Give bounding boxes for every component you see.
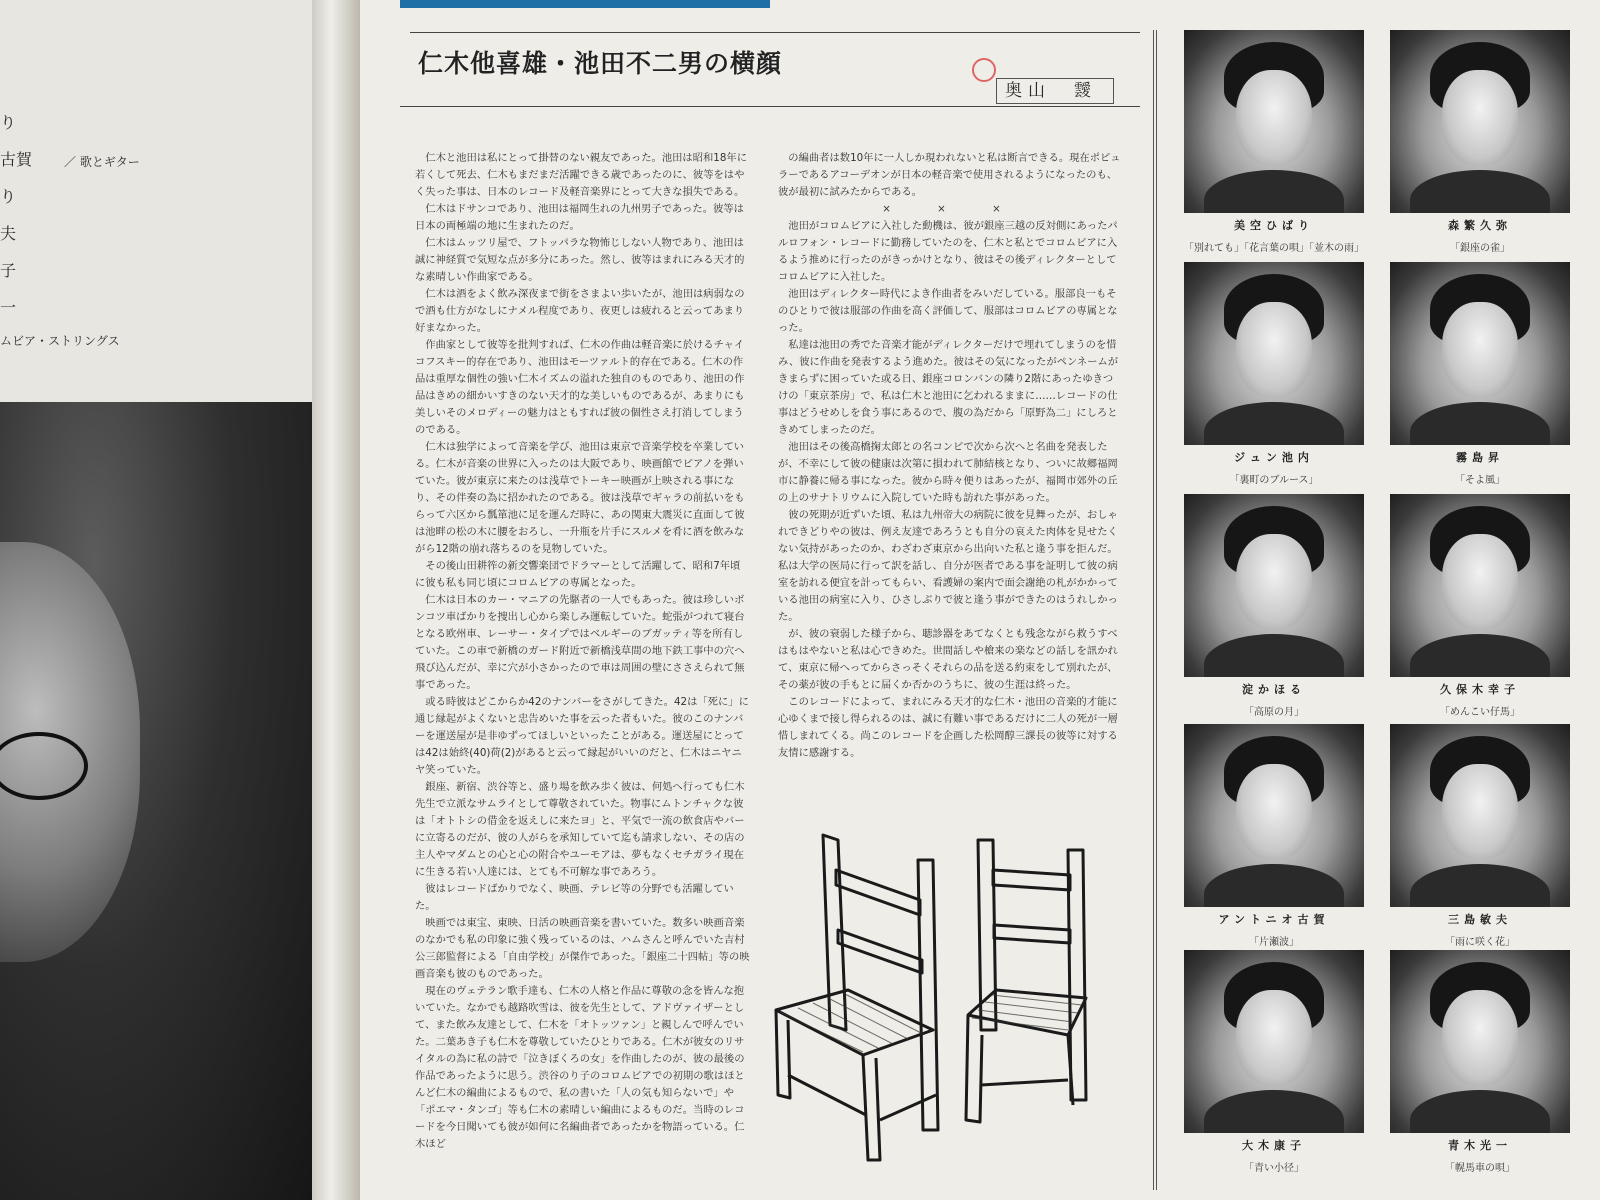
singer-card [1390,262,1570,486]
singer-card [1184,494,1364,718]
singer-song: 「幌馬車の唄」 [1445,1163,1515,1174]
track-row-text: り [0,187,17,206]
singer-photo [1390,724,1570,907]
article-column-2 [778,150,1123,800]
singer-photo [1390,494,1570,677]
left-page [0,0,312,1200]
singer-song: 「片瀬波」 [1249,937,1299,948]
singer-name: 青木光一 [1448,1139,1512,1152]
track-row [0,147,312,184]
paragraph: 仁木は酒をよく飲み深夜まで街をさまよい歩いたが、池田は病弱なので酒も仕方がなしにナメル程度であり、夜更しは疲れると云ってあまり好まなかった。 [415,288,745,334]
chairs-illustration [768,830,1108,1170]
track-row [0,258,312,295]
paragraph: 現在のヴェテラン歌手達も、仁木の人格と作品に尊敬の念を皆んな抱いていた。なかでも越路吹雪は、彼を先生として、アドヴァイザーとして、また飲み友達として、仁木を「オトッツァン」と親しんで呼んでいた。二葉あき子も仁木を尊敬していたひとりである。仁木が彼女のリサイタルの為に私の詩で「泣きぼくろの女」を作曲したのが、彼の最後の作品であったように思う。渋谷のり子のコロムビアでの初期の歌はほとんど仁木の編曲によるもので、私の書いた「人の気も知らないで」や「ポエマ・タンゴ」等も仁木の素晴しい編曲によるものだ。当時のレコードを今日聞いても彼が如何に名編曲者であったかを物語っている。仁木ほど [415,985,745,1150]
paragraph: このレコードによって、まれにみる天才的な仁木・池田の音楽的才能に心ゆくまで接し得られるのは、誠に有難い事であるだけに二人の死が一層惜しまれてくる。尚このレコードを企画した松岡醇三課長の彼等に対する友情に感謝する。 [778,696,1118,759]
track-row [0,184,312,221]
paragraph: の編曲者は数10年に一人しか現われないと私は断言できる。現在ポピュラーであるアコーデオンが日本の軽音楽で使用されるようになったのも、彼が最初に試みたからである。 [778,152,1121,198]
paragraph: 作曲家として彼等を批判すれば、仁木の作曲は軽音楽に於けるチャイコフスキー的存在であり、池田はモーツァルト的存在である。仁木の作品は重厚な個性の強い仁木イズムの溢れた独自のものであり、池田の作品はきめの細かいすきのない天才的な美しいものであるが、あまりにも美しいそのメロディーの魅力はともすれば彼の個性さえ打消してしまうのである。 [415,339,745,436]
column-divider [1153,30,1154,1190]
paragraph: 池田はディレクター時代によき作曲者をみいだしている。服部良一もそのひとりで彼は服部の作曲を高く評価して、服部はコロムビアの専属となった。 [778,288,1118,334]
singer-name: 久保木幸子 [1440,683,1520,696]
paragraph: 仁木はドサンコであり、池田は福岡生れの九州男子であった。彼等は日本の両極端の地に生まれたのだ。 [415,203,744,232]
paragraph: 仁木と池田は私にとって掛替のない親友であった。池田は昭和18年に若くして死去、仁木もまだまだ活躍できる歳であったのに、彼等をはやく失った事は、日本のレコード及軽音楽界にとって大きな損失である。 [415,152,747,198]
singer-name: ジュン池内 [1234,451,1314,464]
track-row [0,221,312,258]
singer-song: 「別れても」「花言葉の唄」「並木の雨」 [1184,243,1364,254]
singer-photo [1184,724,1364,907]
article-column-1 [415,150,750,1190]
singer-photo [1184,30,1364,213]
stamp-circle-icon [972,58,996,82]
article-author: 奥山 靉 [996,78,1114,104]
column-divider [1156,30,1157,1190]
liner-notes-page [360,0,1600,1200]
singer-photo [1184,262,1364,445]
title-rule-top [410,32,1140,33]
singer-photo [1184,950,1364,1133]
singer-song: 「銀座の雀」 [1450,243,1510,254]
track-row-subtitle: ／ 歌とギター [64,155,140,169]
singer-card [1390,950,1570,1174]
track-row [0,332,312,369]
singer-song: 「雨に咲く花」 [1445,937,1515,948]
track-row-text: 夫 [0,224,17,243]
track-row [0,110,312,147]
paragraph: が、彼の衰弱した様子から、聴診器をあてなくとも残念ながら救うすべはもはやないと私は心できめた。世間話しや槍来の楽などの話しを訊かれて、東京に帰へってからさっそくそれらの品を送る約束をして別れたが、その薬が彼の手もとに届くか否かのうちに、彼の生涯は終った。 [778,628,1118,691]
track-list [0,110,312,369]
singer-name: 淀かほる [1242,683,1306,696]
singer-name: アントニオ古賀 [1218,913,1330,926]
singer-name: 大木康子 [1242,1139,1306,1152]
paragraph: 私達は池田の秀でた音楽才能がディレクターだけで埋れてしまうのを惜み、彼に作曲を発表するよう進めた。彼はその気になったがペンネームがきまらずに困っていた或る日、銀座コロンバンの隣り2階にあったゆきつけの「東京茶房」で、私は仁木と池田に乞われるままに……レコードの仕事はどうせめしを食う事にあるので、腹の為だから「原野為二」にしろときめてしまったのだ。 [778,339,1119,436]
singer-photo [1184,494,1364,677]
track-row-text: ムビア・ストリングス [0,334,120,348]
track-row-text: 子 [0,261,17,280]
paragraph: 彼はレコードばかりでなく、映画、テレビ等の分野でも活躍していた。 [415,883,734,912]
singer-song: 「青い小径」 [1244,1163,1304,1174]
singer-photo [1390,950,1570,1133]
track-row [0,295,312,332]
track-row-text: 一 [0,298,17,317]
title-rule-bottom [400,106,1140,107]
paragraph: 仁木はムッツリ屋で、フトッパラな物怖じしない人物であり、池田は誠に神経質で気短な点が多分にあった。然し、彼等はまれにみる天才的な素晴しい作曲家である。 [415,237,745,283]
singer-card [1184,30,1364,254]
singer-song: 「めんこい仔馬」 [1440,707,1520,718]
singer-song: 「そよ風」 [1455,475,1505,486]
singer-card [1184,724,1364,948]
singer-photo [1390,30,1570,213]
track-row-text: 古賀 [0,150,33,169]
singer-name: 美空ひばり [1234,219,1314,232]
paragraph: 銀座、新宿、渋谷等と、盛り場を飲み歩く彼は、何処へ行っても仁木先生で立派なサムライとして尊敬されていた。物事にムトンチャクな彼は「オトトシの借金を返えしに来たヨ」と、平気で一流の飲食店やバーに立寄るのだが、彼の人がらを承知していて迄も請求しない、その店の主人やマダムとの心と心の附合やユーモアは、夢もなくセチガライ現在に生きる若い人達には、とても不可解な事であろう。 [415,781,745,878]
singer-card [1390,724,1570,948]
paragraph: 彼の死期が近ずいた頃、私は九州帝大の病院に彼を見舞ったが、おしゃれできどりやの彼は、例え友達であろうとも自分の哀えた肉体を見せたくない気持があったのか、わざわざ東京から出向いた私と逢う事を拒んだ。私は大学の医局に行って訳を話し、自分が医者である事を証明して彼の病室を訪れる便宜を計ってもらい、看護婦の案内で面会謝絶の札がかかっている池田の病室に入り、ひさしぶりで彼と逢う事ができたのはうれしかった。 [778,509,1118,623]
paragraph: 仁木は独学によって音楽を学び、池田は東京で音楽学校を卒業している。仁木が音楽の世界に入ったのは大阪であり、映画館でピアノを弾いていた。彼が東京に来たのは浅草でトーキー映画が上映される事になり、その伴奏の為に招かれたのである。彼は浅草でギャラの前払いをもらって六区から瓢箪池に足を運んだ時に、あの関東大震災に直面して彼は池畔の松の木に腰をおろし、一升瓶を片手にスルメを肴に酒を飲みながら12階の崩れ落ちるのを見物していた。 [415,441,745,555]
portrait-photo [0,402,312,1200]
paragraph: 池田はその後高橋掬太郎との名コンビで次から次へと名曲を発表したが、不幸にして彼の健康は次第に損われて肺結核となり、ついに故郷福岡市に静養に帰る事になった。彼から時々便りはあったが、福岡市郊外の丘の上のサナトリウムに入院していた時も訪れた事があった。 [778,441,1118,504]
singer-card [1390,30,1570,254]
singer-card [1184,262,1364,486]
gatefold-binding [312,0,360,1200]
track-row-text: り [0,113,17,132]
singer-card [1390,494,1570,718]
paragraph: 或る時彼はどこからか42のナンバーをさがしてきた。42は「死に」に通じ縁起がよくないと忠告めいた事を云った者もいた。彼のこのナンバーを運送屋が是非ゆずってほしいといったことがある。運送屋にとっては42は始終(40)荷(2)があると云って縁起がいいのだと、仁木はニヤニヤ笑っていた。 [415,696,749,776]
section-separator: × × × [882,203,1019,215]
singer-photo [1390,262,1570,445]
paragraph: 仁木は日本のカー・マニアの先駆者の一人でもあった。彼は珍しいボンコツ車ばかりを捜出し心から楽しみ運転していた。蛇張がつれて寝台となる欧州車、レーサー・タイプではベルギーのブガッティ等を所有していた。この車で新橋のガード附近で新橋浅草間の地下鉄工事中の穴へ飛び込んだが、幸に穴が小さかったので車は周囲の壁にささえられて無事であった。 [415,594,745,691]
singer-song: 「高原の月」 [1244,707,1304,718]
singer-card [1184,950,1364,1174]
paragraph: 映画では東宝、東映、日活の映画音楽を書いていた。数多い映画音楽のなかでも私の印象に強く残っているのは、ハムさんと呼んでいた吉村公三郎監督による「自由学校」が傑作であった。「銀座二十四帖」等の映画音楽も彼のものであった。 [415,917,750,980]
singer-name: 霧島昇 [1456,451,1504,464]
top-color-strip [400,0,770,8]
paragraph: 池田がコロムビアに入社した動機は、彼が銀座三越の反対側にあったパルロフォン・レコードに勤務していたのを、仁木と私とでコロムビアに入るよう推めに行ったのがきっかけとなり、彼はその後ディレクターとしてコロムビアに入社した。 [778,220,1118,283]
singer-song: 「裏町のブルース」 [1229,475,1319,486]
singer-name: 森繁久弥 [1448,219,1512,232]
singer-name: 三島敏夫 [1448,913,1512,926]
article-title: 仁木他喜雄・池田不二男の横顔 [418,49,783,78]
paragraph: その後山田耕筰の新交響楽団でドラマーとして活躍して、昭和7年頃に彼も私も同じ頃にコロムビアの専属となった。 [415,560,741,589]
